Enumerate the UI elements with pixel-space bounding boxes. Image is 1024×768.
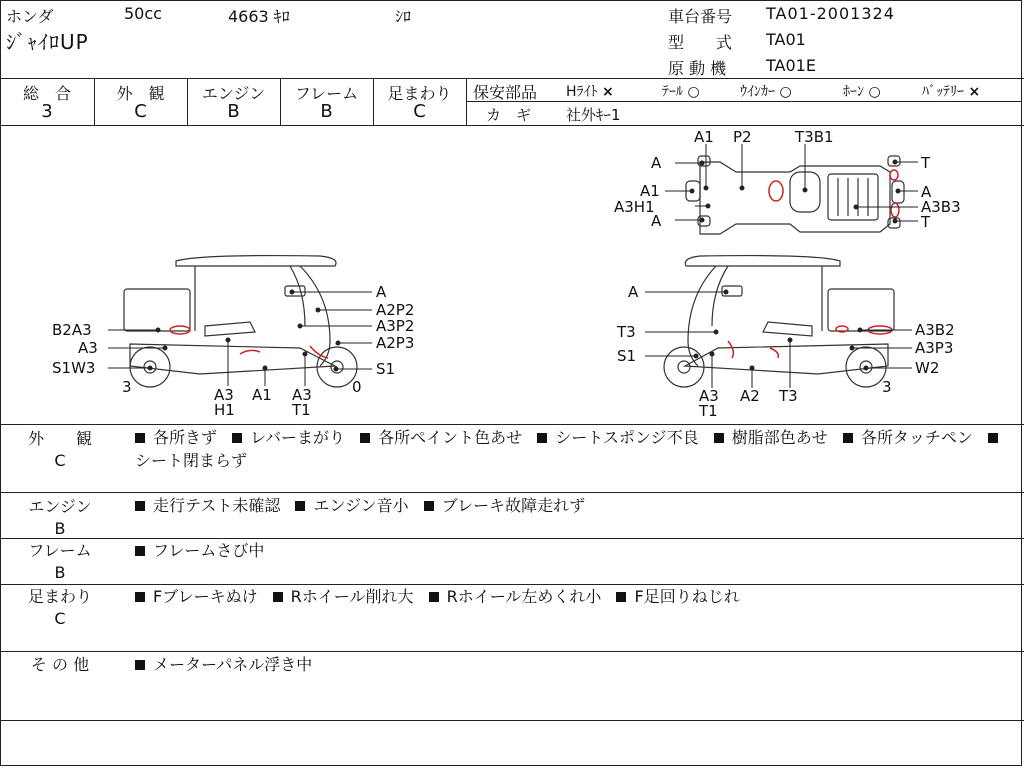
diagram-label: 3 <box>122 378 132 396</box>
diagram-label: T1 <box>292 401 311 419</box>
grade-frame <box>280 79 373 125</box>
diagram-label: T3B1 <box>795 128 834 146</box>
diagram-label: A2P2 <box>376 301 415 319</box>
diagram-label: B2A3 <box>52 321 92 339</box>
grade-exterior <box>94 79 187 125</box>
key-value: 社外ｷｰ1 <box>566 106 621 124</box>
diagram-label: P2 <box>733 128 752 146</box>
diagram-label: A <box>651 212 662 230</box>
remark-item: Fブレーキぬけ <box>135 587 258 606</box>
remark-list-frame <box>135 539 1015 562</box>
diagram-label: A2 <box>740 387 760 405</box>
grade-label: 総 合 <box>22 84 71 103</box>
grade-value: B <box>227 101 240 122</box>
grade-value: C <box>413 101 426 122</box>
remark-item: 各所きず <box>135 428 217 447</box>
diagram-label: T1 <box>699 402 718 420</box>
chassis-label: 車台番号 <box>668 7 733 26</box>
grade-value: 3 <box>41 101 53 122</box>
diagram-label: T <box>921 154 931 172</box>
safety-item: Hﾗｲﾄ × <box>566 84 614 100</box>
diagram-label: A3 <box>78 339 98 357</box>
diagram-label: 3 <box>882 378 892 396</box>
remark-item: レバーまがり <box>232 428 345 447</box>
displacement: 50cc <box>124 4 162 23</box>
remark-item: エンジン音小 <box>295 496 408 515</box>
safety-label: 保安部品 <box>473 83 538 102</box>
diagram-label: A3 <box>292 386 312 404</box>
diagram-label: A3 <box>699 387 719 405</box>
chassis-value: TA01-2001324 <box>766 4 895 23</box>
remark-item: メーターパネル浮き中 <box>135 655 312 674</box>
engine-type-value: TA01E <box>766 56 816 75</box>
diagram-label: A3P2 <box>376 317 415 335</box>
remark-list-engine <box>135 494 1015 517</box>
maker: ホンダ <box>6 7 54 26</box>
grade-label: 外 観 <box>116 84 165 103</box>
diagram-label: A2P3 <box>376 334 415 352</box>
diagram-label: A3 <box>214 386 234 404</box>
remark-item: F足回りねじれ <box>616 587 739 606</box>
remark-item: シートスポンジ不良 <box>537 428 698 447</box>
remark-item: 樹脂部色あせ <box>714 428 828 447</box>
diagram-label: A1 <box>640 182 660 200</box>
divider <box>0 651 1024 652</box>
grade-value: B <box>320 101 333 122</box>
divider <box>0 720 1024 721</box>
remark-section-label: エンジン B <box>28 497 92 538</box>
remark-item: 各所ペイント色あせ <box>360 428 522 447</box>
engine-type-label: 原 動 機 <box>668 59 727 78</box>
diagram-label: S1 <box>617 347 637 365</box>
diagram-label: A1 <box>252 386 272 404</box>
grade-suspension <box>373 79 466 125</box>
remark-item: 各所タッチペン <box>843 428 973 447</box>
safety-item: ﾎｰﾝ ○ <box>843 84 881 100</box>
safety-item: ﾊﾞｯﾃﾘｰ × <box>922 84 981 100</box>
grade-overall <box>0 79 94 125</box>
diagram-label: H1 <box>214 401 235 419</box>
remark-list-other <box>135 653 1015 676</box>
scooter-right-view <box>664 256 894 387</box>
remark-section-label: 外 観 C <box>27 429 92 470</box>
diagram-label: S1 <box>376 360 396 378</box>
diagram-label: A3B3 <box>921 198 961 216</box>
remark-item: フレームさび中 <box>135 541 264 560</box>
color: ｼﾛ <box>395 7 412 26</box>
model-name: ｼﾞｬｲﾛUP <box>6 30 89 54</box>
mileage: 4663 ｷﾛ <box>228 7 290 26</box>
grade-engine <box>187 79 280 125</box>
diagram-label: T3 <box>617 323 636 341</box>
divider <box>466 101 1022 102</box>
scooter-top-view <box>686 156 904 234</box>
diagram-label: T <box>921 213 931 231</box>
diagram-label: A <box>376 283 387 301</box>
diagram-label: S1W3 <box>52 359 96 377</box>
remark-item: シート閉まらず <box>135 428 1006 470</box>
remark-section-label: そ の 他 <box>30 655 90 674</box>
damage-diagram <box>0 126 1024 424</box>
divider <box>0 492 1024 493</box>
grade-label: フレーム <box>294 84 359 103</box>
remark-section-label: フレーム B <box>28 541 92 582</box>
type-value: TA01 <box>766 30 806 49</box>
grade-label: 足まわり <box>387 84 452 103</box>
grade-value: C <box>134 101 147 122</box>
key-label: カ ギ <box>486 106 532 124</box>
diagram-label: A <box>921 183 932 201</box>
remark-item: ブレーキ故障走れず <box>424 496 585 515</box>
diagram-label: A <box>651 154 662 172</box>
scooter-left-view <box>124 256 357 387</box>
diagram-label: W2 <box>915 359 940 377</box>
safety-item: ｳｲﾝｶｰ ○ <box>740 84 792 100</box>
grade-label: エンジン <box>201 84 266 103</box>
diagram-label: A3P3 <box>915 339 954 357</box>
diagram-label: T3 <box>779 387 798 405</box>
diagram-label: A <box>628 283 639 301</box>
diagram-label: A3B2 <box>915 321 955 339</box>
type-label: 型 式 <box>668 33 733 52</box>
safety-item: ﾃｰﾙ ○ <box>662 84 700 100</box>
remark-item: Rホイール削れ大 <box>273 587 414 606</box>
remark-item: Rホイール左めくれ小 <box>429 587 602 606</box>
diagram-label: A3H1 <box>614 198 655 216</box>
remark-list-exterior <box>135 426 1015 472</box>
divider <box>0 424 1024 425</box>
diagram-label: 0 <box>352 378 362 396</box>
remark-list-suspension <box>135 585 1015 608</box>
remark-section-label: 足まわり C <box>27 587 92 628</box>
diagram-label: A1 <box>694 128 714 146</box>
remark-item: 走行テスト未確認 <box>135 496 280 515</box>
